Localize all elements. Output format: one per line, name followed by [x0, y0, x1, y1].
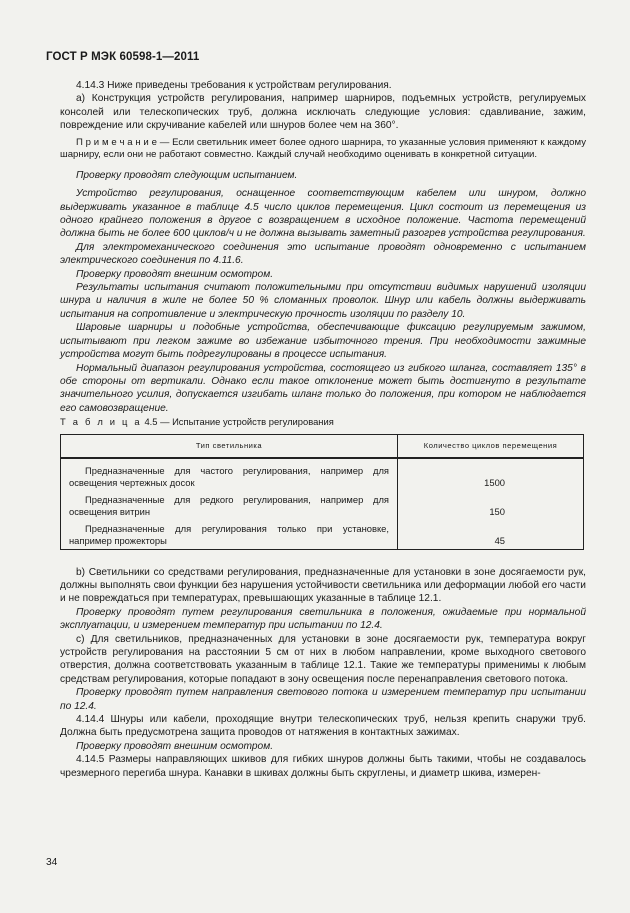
flexible-hose: Нормальный диапазон регулирования устройства, состоящего из гибкого шланга, составляет 135° в обе стороны от вертикали. Однако если такое отклонение может быть достигнуто в результате значительного усилия, допускается изгибать шланг только до положения, при котором не наблюдается его самовозвращение. [60, 362, 586, 414]
requirement-a: а) Конструкция устройств регулирования, например шарниров, подъемных устройств, регулируемых консолей или телескопических труб, должна исключать следующие условия: сдавливание, зажим, повреждение или скручивание кабелей или шнуров более чем на 360°. [60, 93, 586, 132]
requirement-c: с) Для светильников, предназначенных для установки в зоне досягаемости рук, температура вокруг устройств регулирования на расстоянии 5 см от них в любом направлении, кроме выходного светового отверстия, должна соответствовать указанным в таблице 12.1. Такие же температуры применимы к любым средствам регулирования, которые попадают в зону освещения после перенаправления светового потока. [60, 633, 586, 685]
clause-4-14-5: 4.14.5 Размеры направляющих шкивов для гибких шнуров должны быть такими, чтобы не создавалось чрезмерного перегиба шнура. Канавки в шкивах должны быть скруглены, и диаметр шкива, измерен- [60, 754, 586, 779]
clause-4-14-4-test: Проверку проводят внешним осмотром. [76, 740, 274, 752]
column-header-type: Тип светильника [61, 434, 398, 458]
luminaire-type: Предназначенные для редкого регулирования, например для освещения витрин [61, 491, 398, 520]
table-caption [60, 415, 586, 428]
clause-4-14-4: 4.14.4 Шнуры или кабели, проходящие внутри телескопических труб, нельзя крепить снаружи труб. Должна быть предусмотрена защита проводов от натяжения в контактных зажимах. [60, 714, 586, 739]
table-row [61, 520, 584, 550]
luminaire-type: Предназначенные для регулирования только при установке, например прожекторы [61, 520, 398, 550]
requirement-c-test: Проверку проводят путем направления светового потока и измерением температур при испытании по 12.4. [60, 687, 586, 712]
adjustment-table [60, 434, 584, 550]
column-header-cycles: Количество циклов перемещения [398, 434, 584, 458]
note-label: П р и м е ч а н и е [76, 136, 157, 148]
table-row [61, 491, 584, 520]
test-statement: Проверку проводят следующим испытанием. [76, 169, 298, 181]
visual-inspection: Проверку проводят внешним осмотром. [76, 268, 274, 280]
clause-4-14-3: 4.14.3 Ниже приведены требования к устройствам регулирования. [76, 80, 392, 91]
table-caption-text: 4.5 — Испытание устройств регулирования [141, 416, 334, 428]
requirement-b-test: Проверку проводят путем регулирования светильника в положения, ожидаемые при нормальной эксплуатации, и измерением температур при испытании по 12.4. [60, 606, 586, 632]
table-row [61, 458, 584, 491]
test-description: Устройство регулирования, оснащенное соответствующим кабелем или шнуром, должно выдерживать указанное в таблице 4.5 число циклов перемещения. Цикл состоит из перемещения из одного крайнего положения в другое с возвращением в исходное положение. Частота перемещений должна быть не более 600 циклов/ч и не должна вызывать заметный разогрев устройства регулирования. [60, 188, 586, 240]
ball-joints: Шаровые шарниры и подобные устройства, обеспечивающие фиксацию регулируемым зажимом, испытывают при легком зажиме во избежание избыточного трения. При необходимости зажимные устройства могут быть подрегулированы в процессе испытания. [60, 322, 586, 361]
requirement-b: b) Светильники со средствами регулирования, предназначенные для установки в зоне досягаемости рук, должны выполнять свои функции без нарушения устойчивости светильника или деформации любой его части и не повреждаться при температурах, превышающих указанные в таблице 12.1. [60, 566, 586, 605]
luminaire-type: Предназначенные для частого регулирования, например для освещения чертежных досок [61, 458, 398, 491]
page-number: 34 [46, 857, 58, 868]
cycle-count: 150 [398, 491, 584, 520]
standard-header: ГОСТ Р МЭК 60598-1—2011 [46, 51, 200, 63]
document-body [60, 79, 586, 780]
cycle-count: 45 [398, 520, 584, 550]
test-results: Результаты испытания считают положительными при отсутствии видимых нарушений изоляции шнура и наличия в жиле не более 50 % сломанных проволок. Шнур или кабель должны выдерживать испытания на сопротивление и электрическую прочность изоляции по разделу 10. [60, 282, 586, 320]
table-caption-label: Т а б л и ц а [60, 416, 142, 428]
electromechanical-note: Для электромеханического соединения это испытание проводят одновременно с испытанием электрического соединения по 4.11.6. [60, 241, 586, 267]
note [60, 137, 586, 162]
note-text: — Если светильник имеет более одного шарнира, то указанные условия применяют к каждому шарниру, если они не работают совместно. Каждый случай необходимо оценивать в конкретной ситуации. [60, 136, 586, 161]
cycle-count: 1500 [398, 458, 584, 491]
